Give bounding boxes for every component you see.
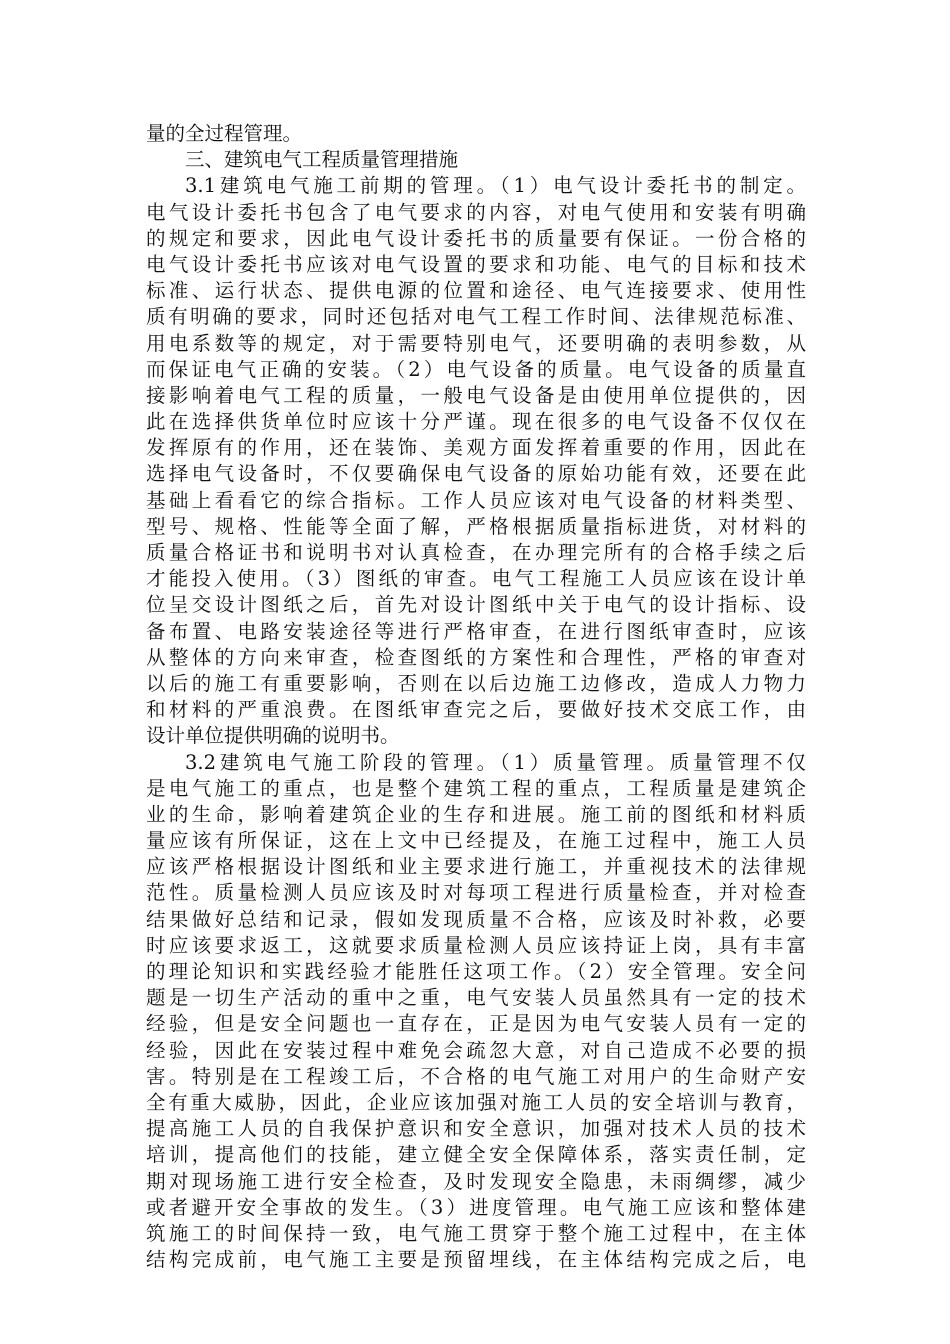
text-line: 从整体的方向来审查，检查图纸的方案性和合理性，严格的审查对 <box>146 645 806 669</box>
text-line: 标准、运行状态、提供电源的位置和途径、电气连接要求、使用性 <box>146 279 806 303</box>
text-line: 经验，但是安全问题也一直存在，正是因为电气安装人员有一定的 <box>146 1012 806 1036</box>
text-line: 备布置、电路安装途径等进行严格审查，在进行图纸审查时，应该 <box>146 619 806 643</box>
text-line: 提高施工人员的自我保护意识和安全意识，加强对技术人员的技术 <box>146 1117 806 1141</box>
text-line: 选择电气设备时，不仅要确保电气设备的原始功能有效，还要在此 <box>146 462 806 486</box>
text-line: 的理论知识和实践经验才能胜任这项工作。（2）安全管理。安全问 <box>146 960 806 983</box>
text-line: 和材料的严重浪费。在图纸审查完之后，要做好技术交底工作，由 <box>146 698 806 722</box>
text-line: 接影响着电气工程的质量，一般电气设备是由使用单位提供的，因 <box>146 383 806 407</box>
text-line: 用电系数等的规定，对于需要特别电气，还要明确的表明参数，从 <box>146 331 806 355</box>
text-line: 此在选择供货单位时应该十分严谨。现在很多的电气设备不仅仅在 <box>146 410 806 434</box>
text-line: 设计单位提供明确的说明书。 <box>146 724 400 748</box>
text-line: 期对现场施工进行安全检查，及时发现安全隐患，未雨绸缪，减少 <box>146 1169 806 1193</box>
text-line: 或者避开安全事故的发生。（3）进度管理。电气施工应该和整体建 <box>146 1195 806 1219</box>
text-line: 发挥原有的作用，还在装饰、美观方面发挥着重要的作用，因此在 <box>146 436 806 460</box>
text-line: 害。特别是在工程竣工后，不合格的电气施工对用户的生命财产安 <box>146 1064 806 1088</box>
text-line: 才能投入使用。（3）图纸的审查。电气工程施工人员应该在设计单 <box>146 567 806 591</box>
text-line: 时应该要求返工，这就要求质量检测人员应该持证上岗，具有丰富 <box>146 933 806 957</box>
text-line: 范性。质量检测人员应该及时对每项工程进行质量检查，并对检查 <box>146 881 806 905</box>
text-line: 质有明确的要求，同时还包括对电气工程工作时间、法律规范标准、 <box>146 305 806 329</box>
text-line: 位呈交设计图纸之后，首先对设计图纸中关于电气的设计指标、设 <box>146 593 806 617</box>
text-line: 以后的施工有重要影响，否则在以后边施工边修改，造成人力物力 <box>146 671 806 695</box>
text-line: 3.2建筑电气施工阶段的管理。（1）质量管理。质量管理不仅 <box>185 750 806 774</box>
text-line: 型号、规格、性能等全面了解，严格根据质量指标进货，对材料的 <box>146 514 806 538</box>
text-line: 结构完成前，电气施工主要是预留埋线，在主体结构完成之后，电 <box>146 1248 806 1272</box>
text-line: 质量合格证书和说明书对认真检查，在办理完所有的合格手续之后 <box>146 541 806 564</box>
text-line: 筑施工的时间保持一致，电气施工贯穿于整个施工过程中，在主体 <box>146 1221 806 1245</box>
text-line: 量的全过程管理。 <box>146 122 303 145</box>
text-line: 培训，提高他们的技能，建立健全安全保障体系，落实责任制，定 <box>146 1143 806 1167</box>
text-line: 的规定和要求，因此电气设计委托书的质量要有保证。一份合格的 <box>146 226 806 250</box>
document-page <box>146 121 806 1273</box>
text-line: 业的生命，影响着建筑企业的生存和进展。施工前的图纸和材料质 <box>146 802 806 826</box>
text-line: 电气设计委托书包含了电气要求的内容，对电气使用和安装有明确 <box>146 200 806 224</box>
text-line: 基础上看看它的综合指标。工作人员应该对电气设备的材料类型、 <box>146 488 806 512</box>
text-line: 应该严格根据设计图纸和业主要求进行施工，并重视技术的法律规 <box>146 855 806 879</box>
text-line: 量应该有所保证，这在上文中已经提及，在施工过程中，施工人员 <box>146 829 806 853</box>
text-line: 是电气施工的重点，也是整个建筑工程的重点，工程质量是建筑企 <box>146 776 806 800</box>
text-line: 而保证电气正确的安装。（2）电气设备的质量。电气设备的质量直 <box>146 357 806 381</box>
text-line: 经验，因此在安装过程中难免会疏忽大意，对自己造成不必要的损 <box>146 1038 806 1062</box>
text-line: 题是一切生产活动的重中之重，电气安装人员虽然具有一定的技术 <box>146 986 806 1010</box>
text-line: 三、建筑电气工程质量管理措施 <box>185 148 459 172</box>
text-line: 全有重大威胁，因此，企业应该加强对施工人员的安全培训与教育， <box>146 1090 806 1114</box>
text-line: 结果做好总结和记录，假如发现质量不合格，应该及时补救，必要 <box>146 907 806 931</box>
text-line: 3.1建筑电气施工前期的管理。（1）电气设计委托书的制定。 <box>185 174 806 198</box>
text-line: 电气设计委托书应该对电气设置的要求和功能、电气的目标和技术 <box>146 252 806 276</box>
